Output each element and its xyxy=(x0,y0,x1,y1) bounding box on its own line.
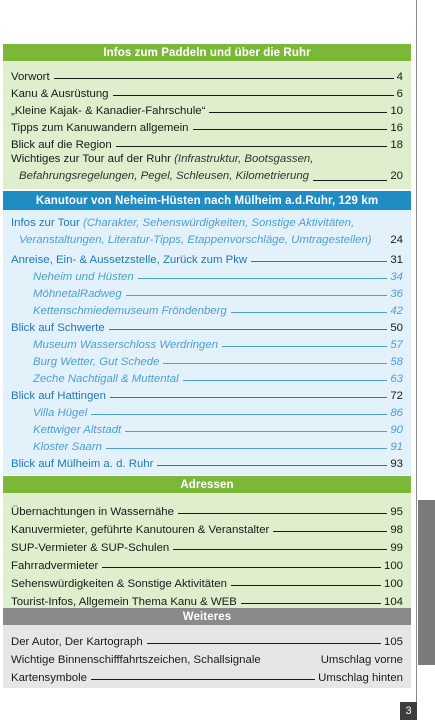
section-infos xyxy=(3,44,411,189)
leader-line xyxy=(157,465,387,466)
leader-line xyxy=(54,78,394,79)
leader-line xyxy=(183,380,388,381)
toc-entry[interactable]: Blick auf Schwerte 50 xyxy=(11,322,403,334)
toc-subentry[interactable]: Kettenschmiedemuseum Fröndenberg 42 xyxy=(33,305,403,317)
toc-entry[interactable]: Kanuvermieter, geführte Kanutouren & Veranstalter 98 xyxy=(11,524,403,536)
leader-line xyxy=(110,397,387,398)
section-header-kanutour: Kanutour von Neheim-Hüsten nach Mülheim a.d.Ruhr, 129 km xyxy=(3,191,411,210)
adressen-box xyxy=(3,493,411,612)
toc-entry[interactable]: Anreise, Ein- & Aussetzstelle, Zurück zum Pkw 31 xyxy=(11,254,403,266)
leader-line xyxy=(163,363,387,364)
leader-line xyxy=(138,278,388,279)
leader-line xyxy=(222,346,387,347)
toc-entry[interactable]: SUP-Vermieter & SUP-Schulen 99 xyxy=(11,542,403,554)
toc-subentry[interactable]: Kloster Saarn 91 xyxy=(33,441,403,453)
weiteres-box xyxy=(3,625,411,688)
toc-entry[interactable]: Blick auf Mülheim a. d. Ruhr 93 xyxy=(11,458,403,470)
leader-line xyxy=(251,261,387,262)
section-header-weiteres: Weiteres xyxy=(3,608,411,625)
leader-line xyxy=(178,513,387,514)
leader-line xyxy=(116,146,388,147)
toc-entry[interactable]: Tourist-Infos, Allgemein Thema Kanu & WEB 104 xyxy=(11,596,403,608)
leader-line xyxy=(273,531,387,532)
leader-line xyxy=(91,679,315,680)
toc-entry-multiline[interactable]: Wichtiges zur Tour auf der Ruhr (Infrastruktur, Bootsgassen, Befahrungsregelungen, Pegel, Schleusen, Kilometrierung 20 xyxy=(11,153,403,182)
toc-subentry[interactable]: MöhnetalRadweg 36 xyxy=(33,288,403,300)
toc-entry[interactable]: Kartensymbole Umschlag hinten xyxy=(11,672,403,684)
chapter-side-tab xyxy=(418,500,435,665)
leader-line xyxy=(209,112,387,113)
section-adressen xyxy=(3,476,411,612)
toc-entry[interactable]: Vorwort 4 xyxy=(11,71,403,83)
leader-line xyxy=(126,295,388,296)
leader-line xyxy=(102,567,381,568)
toc-entry[interactable]: Blick auf Hattingen 72 xyxy=(11,390,403,402)
toc-entry[interactable]: Der Autor, Der Kartograph 105 xyxy=(11,636,403,648)
toc-entry-multiline[interactable]: Infos zur Tour (Charakter, Sehenswürdigkeiten, Sonstige Aktivitäten, Veranstaltungen, Literatur-Tipps, Etappenvorschläge, Umtragestellen) 24 xyxy=(11,217,403,246)
kanutour-box xyxy=(3,210,411,475)
toc-entry[interactable]: Kanu & Ausrüstung 6 xyxy=(11,88,403,100)
toc-subentry[interactable]: Museum Wasserschloss Werdringen 57 xyxy=(33,339,403,351)
section-header-infos: Infos zum Paddeln und über die Ruhr xyxy=(3,44,411,61)
toc-subentry[interactable]: Neheim und Hüsten 34 xyxy=(33,271,403,283)
leader-line xyxy=(113,95,394,96)
infos-box xyxy=(3,61,411,189)
toc-entry[interactable]: Blick auf die Region 18 xyxy=(11,139,403,151)
leader-line xyxy=(241,603,381,604)
page-edge-rule xyxy=(416,0,417,720)
leader-line xyxy=(109,329,388,330)
leader-line xyxy=(193,129,388,130)
leader-line xyxy=(173,549,387,550)
toc-entry[interactable]: Übernachtungen in Wassernähe 95 xyxy=(11,506,403,518)
leader-line xyxy=(231,585,381,586)
toc-entry[interactable]: Sehenswürdigkeiten & Sonstige Aktivitäten 100 xyxy=(11,578,403,590)
leader-line xyxy=(231,312,388,313)
toc-subentry[interactable]: Villa Hügel 86 xyxy=(33,407,403,419)
leader-line xyxy=(125,431,387,432)
leader-line xyxy=(313,180,387,181)
toc-entry[interactable]: „Kleine Kajak- & Kanadier-Fahrschule“ 10 xyxy=(11,105,403,117)
toc-subentry[interactable]: Kettwiger Altstadt 90 xyxy=(33,424,403,436)
toc-entry[interactable]: Wichtige Binnenschifffahrtszeichen, Schallsignale Umschlag vorne xyxy=(11,654,403,666)
section-weiteres xyxy=(3,608,411,688)
toc-subentry[interactable]: Burg Wetter, Gut Schede 58 xyxy=(33,356,403,368)
section-header-adressen: Adressen xyxy=(3,476,411,493)
leader-line xyxy=(147,643,381,644)
section-kanutour xyxy=(3,191,411,475)
page-number: 3 xyxy=(400,702,417,720)
toc-subentry[interactable]: Zeche Nachtigall & Muttental 63 xyxy=(33,373,403,385)
leader-line xyxy=(91,414,387,415)
leader-line xyxy=(106,448,387,449)
toc-entry[interactable]: Tipps zum Kanuwandern allgemein 16 xyxy=(11,122,403,134)
toc-entry[interactable]: Fahrradvermieter 100 xyxy=(11,560,403,572)
